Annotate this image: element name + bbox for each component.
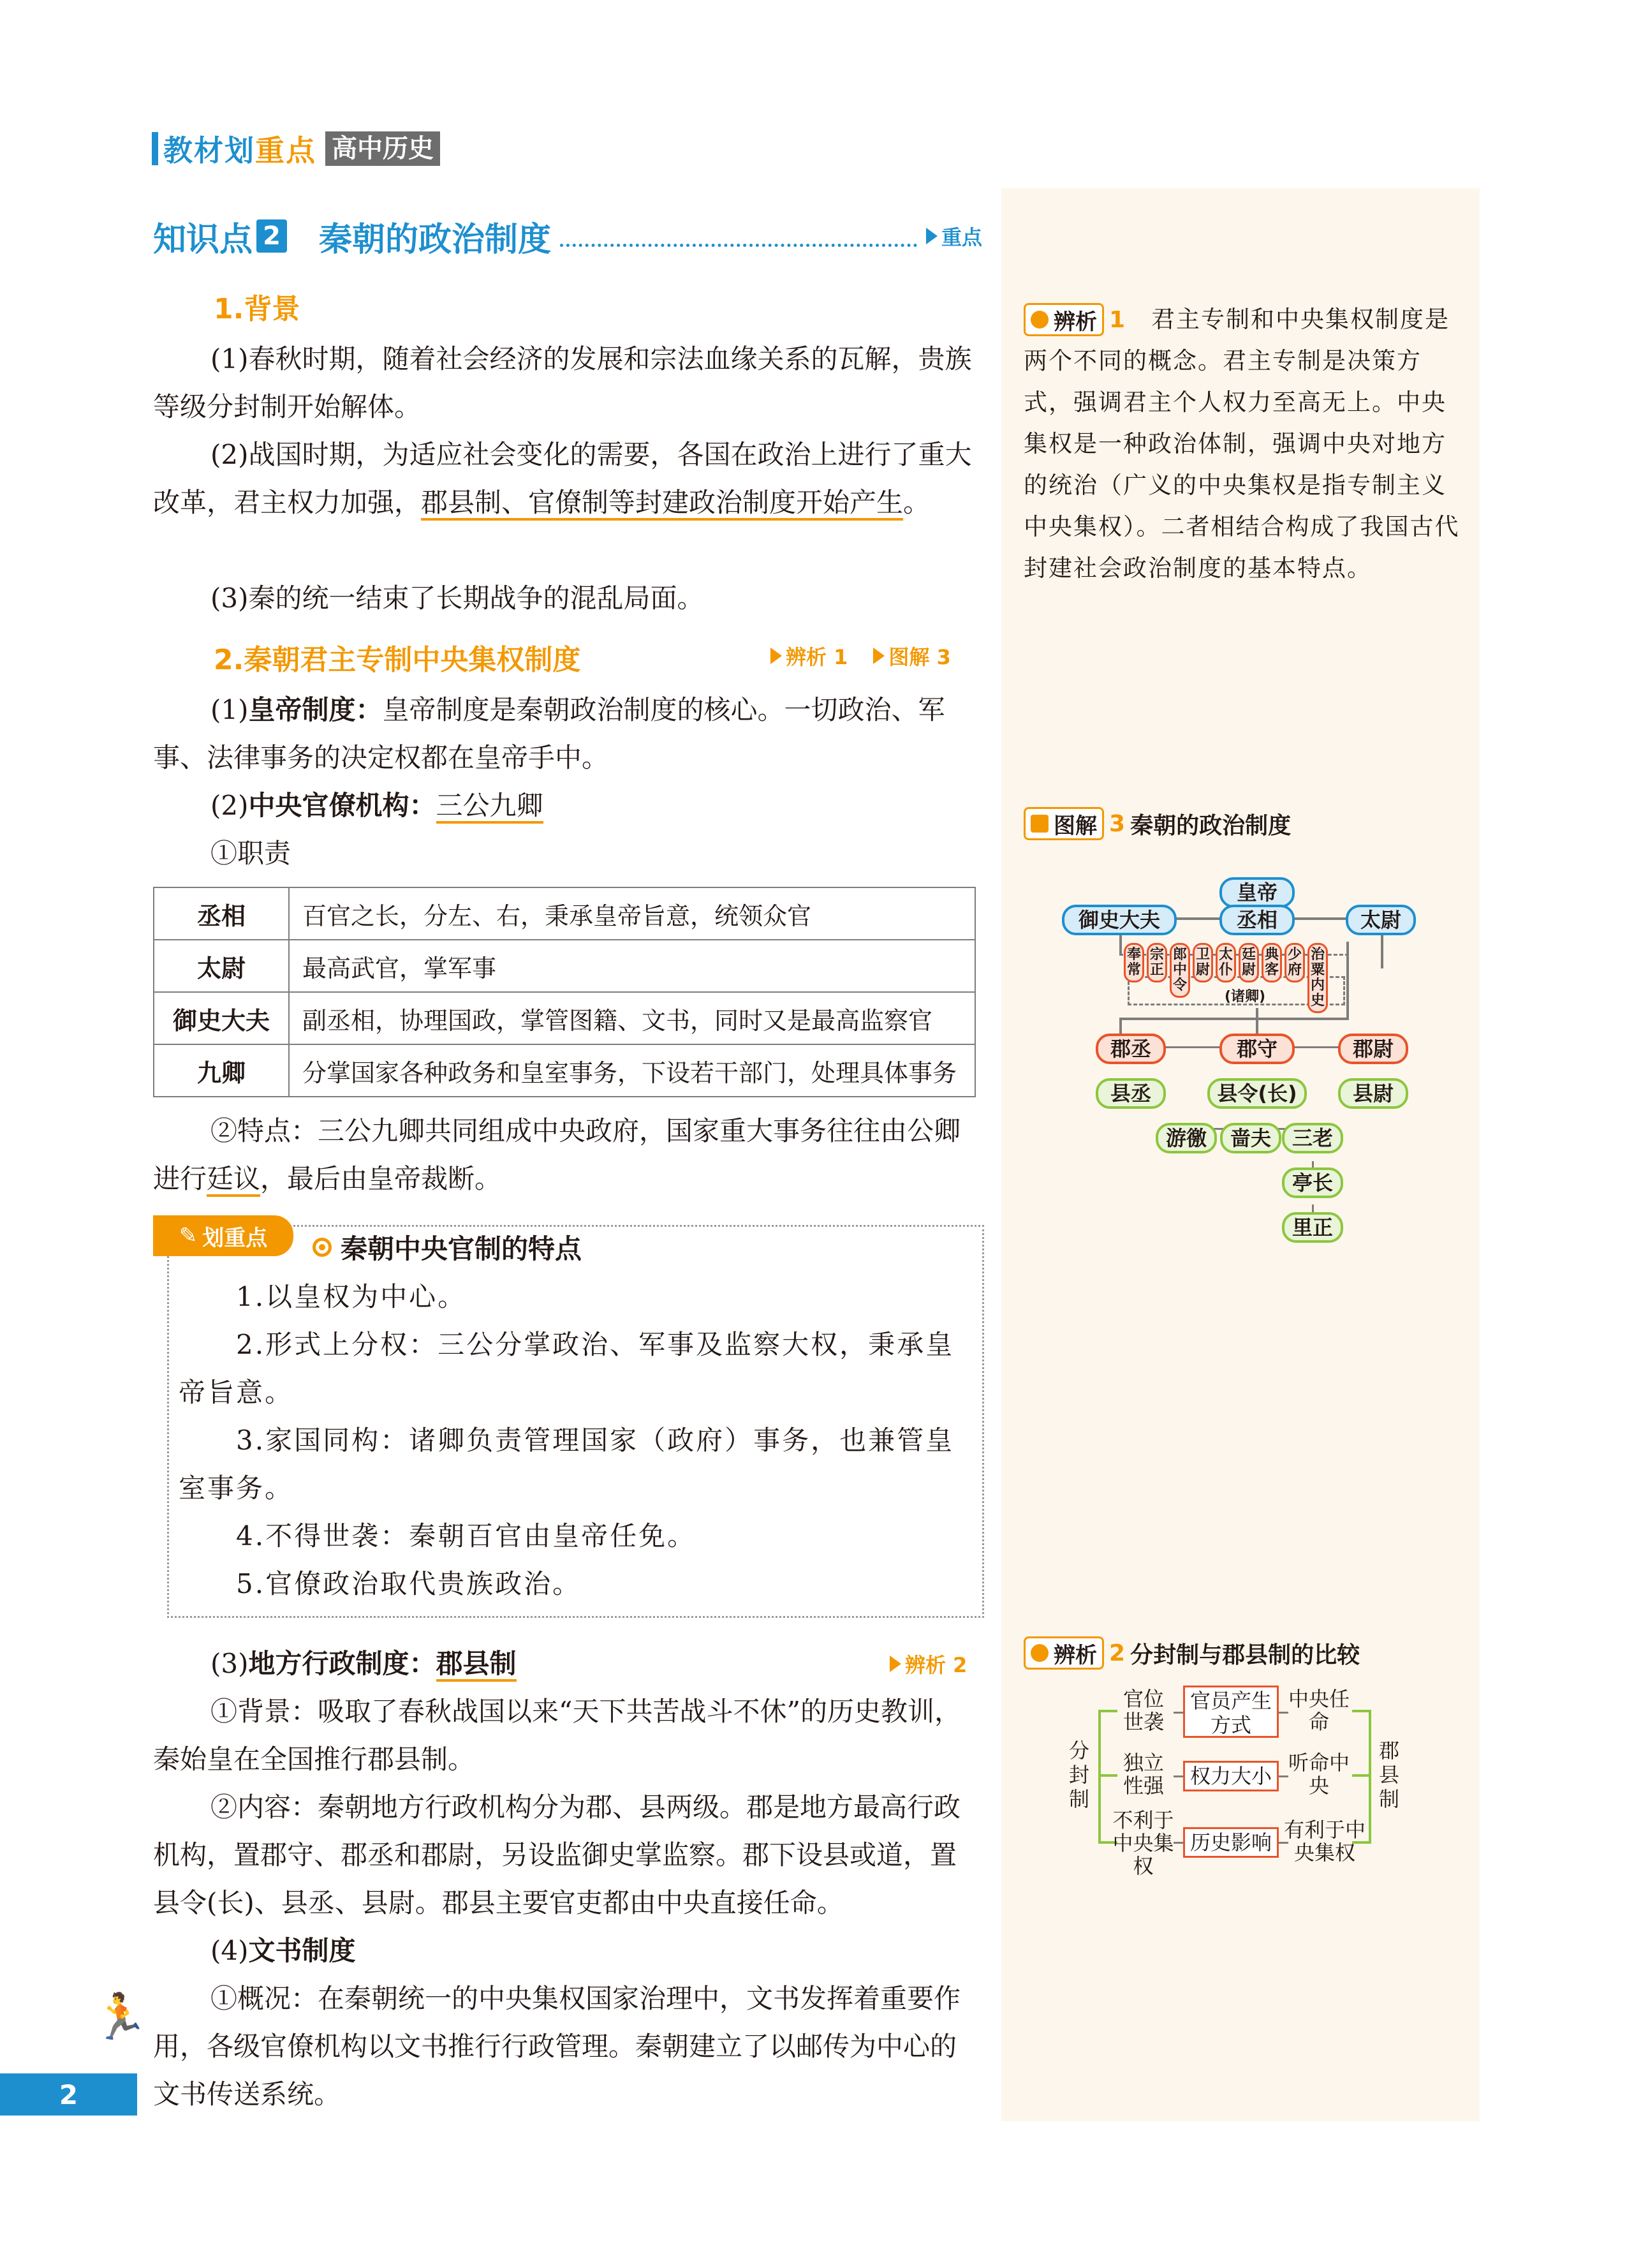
table-row [154, 992, 975, 1044]
highlight-item: 1.以皇权为中心。 [236, 1281, 467, 1312]
compare-left-cell: 独立性强 [1123, 1751, 1164, 1798]
local-content-paragraph: ②内容：秦朝地方行政机构分为郡、县两级。郡是地方最高行政机构，置郡守、郡丞和郡尉，另设监御史掌监察。郡下设县或道，置县令(长)、县丞、县尉。郡县主要官吏都由中央直接任命。 [153, 1791, 961, 1918]
table-row [154, 1044, 975, 1097]
section-system-heading: 2.秦朝君主专制中央集权制度 [214, 644, 581, 676]
section-background-heading: 1.背景 [214, 293, 300, 325]
figure-badge-label: 图解 [1054, 813, 1097, 839]
connector [1279, 1712, 1288, 1714]
table-value: 最高武官，掌军事 [289, 940, 975, 992]
analysis-1-text: 君主专制和中央集权制度是两个不同的概念。君主专制是决策方式，强调君主个人权力至高无上。中央集权是一种政治体制，强调中央对地方的统治（广义的中央集权是指专制主义中央集权）。二者相结合构成了我国古代封建社会政治制度的基本特点。 [1024, 306, 1460, 582]
figure-3-header [1024, 807, 1291, 840]
p-heading: 皇帝制度： [248, 694, 383, 725]
background-p2-end: 。 [903, 487, 931, 518]
brand-header [152, 131, 440, 167]
highlight-item: 2.形式上分权：三公分掌政治、军事及监察大权，秉承皇帝旨意。 [179, 1329, 955, 1408]
figure-number: 3 [1109, 810, 1126, 837]
local-background-paragraph: ①背景：吸取了春秋战国以来“天下共苦战斗不休”的历史教训，秦始皇在全国推行郡县制。 [153, 1696, 961, 1775]
brand-bar [152, 132, 158, 165]
highlight-item: 5.官僚政治取代贵族政治。 [236, 1568, 582, 1599]
background-p1: (1)春秋时期，随着社会经济的发展和宗法血缘关系的瓦解，贵族等级分封制开始解体。 [153, 343, 972, 422]
p-heading: 中央官僚机构： [248, 790, 436, 821]
background-p2-underlined: 郡县制、官僚制等封建政治制度开始产生 [421, 487, 903, 521]
background-p3: (3)秦的统一结束了长期战争的混乱局面。 [210, 582, 704, 614]
table-key: 九卿 [154, 1044, 289, 1097]
compare-center-cell: 历史影响 [1183, 1827, 1279, 1858]
background-p2-text: (2)战国时期，为适应社会变化的需要，各国在政治上进行了重大改革，君主权力加强， [153, 439, 972, 518]
compare-right-cell: 听命中央 [1288, 1751, 1350, 1798]
highlight-item: 3.家国同构：诸卿负责管理国家（政府）事务，也兼管皇室事务。 [179, 1425, 955, 1504]
p-heading: 地方行政制度： [248, 1648, 436, 1679]
connector [1174, 1842, 1183, 1844]
kp-number: 2 [256, 219, 287, 253]
org-node-taiwei: 太尉 [1346, 905, 1416, 935]
table-key: 太尉 [154, 940, 289, 992]
org-label-zhuqing: (诸卿) [1225, 989, 1266, 1005]
bracket-line [1369, 1710, 1371, 1844]
p-heading: 文书制度 [248, 1935, 356, 1966]
highlight-tag [153, 1215, 293, 1256]
p-text: ②特点：三公九卿共同组成中央政府，国家重大事务往往由公卿进行 [153, 1115, 961, 1194]
org-node-qing: 卫尉 [1193, 943, 1213, 982]
p-number: (1) [210, 694, 249, 725]
compare-left-cell: 不利于中央集权 [1112, 1808, 1174, 1878]
org-node-junshou: 郡守 [1219, 1034, 1295, 1064]
org-node-censor: 御史大夫 [1062, 905, 1177, 935]
tag-analysis-2[interactable]: 辨析 2 [905, 1653, 968, 1677]
org-node-qing: 治粟内史 [1307, 943, 1328, 1013]
table-value: 副丞相，协理国政，掌管图籍、文书，同时又是最高监察官 [289, 992, 975, 1044]
connector [1279, 1775, 1288, 1777]
diagram-icon [1031, 815, 1049, 833]
org-node-qing: 少府 [1285, 943, 1305, 982]
table-value: 分掌国家各种政务和皇室事务，下设若干部门，处理具体事务 [289, 1044, 975, 1097]
org-node-qing: 太仆 [1216, 943, 1236, 982]
emperor-system-paragraph [153, 686, 976, 782]
triangle-icon [926, 228, 938, 244]
highlight-title [313, 1228, 582, 1266]
org-node-junzheng: 郡丞 [1096, 1034, 1166, 1064]
p-underlined: 三公九卿 [436, 790, 543, 824]
org-node-xianling: 县令(长) [1207, 1078, 1307, 1109]
knowledge-point-title [153, 211, 982, 262]
analysis-badge [1024, 1636, 1104, 1670]
org-node-chancellor: 丞相 [1219, 905, 1295, 935]
page-number: 2 [0, 2073, 137, 2116]
org-node-youjiao: 游徼 [1156, 1123, 1217, 1153]
table-value: 百官之长，分左、右，秉承皇帝旨意，统领众官 [289, 887, 975, 940]
org-node-sanlao: 三老 [1282, 1123, 1343, 1153]
compare-center-cell: 官员产生方式 [1183, 1686, 1279, 1738]
bracket-line [1352, 1710, 1371, 1712]
p-underlined: 廷议 [207, 1163, 260, 1197]
document-system-heading [210, 1927, 356, 1975]
org-node-qing: 奉常 [1124, 943, 1144, 982]
table-key: 御史大夫 [154, 992, 289, 1044]
brand-name-b: 重点 [255, 133, 316, 168]
org-node-qing: 廷尉 [1239, 943, 1259, 982]
org-node-xianwei: 县尉 [1338, 1078, 1408, 1109]
figure-title: 秦朝的政治制度 [1130, 812, 1292, 839]
dotted-leader [560, 226, 917, 247]
section-tags [770, 641, 951, 671]
analysis-2-title: 分封制与郡县制的比较 [1130, 1642, 1360, 1668]
connector [1174, 1712, 1183, 1714]
compare-right-cell: 中央任命 [1288, 1687, 1350, 1734]
compare-center-cell: 权力大小 [1183, 1761, 1279, 1791]
table-row [154, 940, 975, 992]
org-node-emperor: 皇帝 [1219, 877, 1295, 908]
compare-left-label: 分封制 [1068, 1738, 1089, 1811]
p-text: 皇帝制度是秦朝政治制度的核心。一切政治、军事、法律事务的决定权都在皇帝手中。 [153, 694, 945, 773]
tag-analysis-1[interactable]: 辨析 1 [786, 645, 848, 669]
subject-label: 高中历史 [325, 131, 440, 166]
bracket-line [1098, 1710, 1101, 1844]
org-node-xiancheng: 县丞 [1096, 1078, 1166, 1109]
org-node-qing: 郎中令 [1170, 943, 1190, 998]
compare-right-cell: 有利于中央集权 [1283, 1818, 1366, 1865]
p-number: (3) [210, 1648, 249, 1679]
org-node-lizheng: 里正 [1282, 1212, 1343, 1243]
triangle-icon [890, 1656, 901, 1672]
connector [1119, 1018, 1349, 1020]
analysis-number: 1 [1109, 306, 1126, 333]
duties-label: ①职责 [210, 838, 291, 869]
compare-left-cell: 官位世袭 [1123, 1687, 1164, 1734]
analysis-badge-label: 辨析 [1054, 309, 1097, 335]
analysis-icon [1031, 1644, 1049, 1662]
org-node-junwei: 郡尉 [1338, 1034, 1408, 1064]
analysis-badge-label: 辨析 [1054, 1642, 1097, 1668]
table-row [154, 887, 975, 940]
highlight-title-text: 秦朝中央官制的特点 [341, 1233, 582, 1264]
highlight-item: 4.不得世袭：秦朝百官由皇帝任免。 [236, 1520, 696, 1552]
kp-title-text: 秦朝的政治制度 [319, 220, 552, 259]
features-paragraph [153, 1107, 976, 1203]
p-text-end: ，最后由皇帝裁断。 [260, 1163, 502, 1194]
compare-right-label: 郡县制 [1378, 1738, 1399, 1811]
pencil-icon: ✎ [179, 1223, 198, 1249]
table-key: 丞相 [154, 887, 289, 940]
triangle-icon [873, 648, 885, 664]
runner-icon: 🏃 [92, 1990, 149, 2043]
duties-table [153, 887, 976, 1097]
org-node-tingzhang: 亭长 [1282, 1167, 1343, 1198]
document-system-paragraph: ①概况：在秦朝统一的中央集权国家治理中，文书发挥着重要作用，各级官僚机构以文书推行行政管理。秦朝建立了以邮传为中心的文书传送系统。 [153, 1983, 961, 2110]
bracket-line [1352, 1774, 1371, 1777]
analysis-number: 2 [1109, 1640, 1126, 1666]
p-number: (4) [210, 1935, 249, 1966]
local-tag [890, 1649, 967, 1679]
analysis-2-header [1024, 1636, 1360, 1670]
figure-badge [1024, 807, 1104, 840]
highlight-tag-label: 划重点 [202, 1225, 268, 1251]
kp-label: 知识点 [153, 220, 253, 259]
key-point-tag: 重点 [941, 225, 982, 249]
connector [1174, 1775, 1183, 1777]
p-number: (2) [210, 790, 249, 821]
org-node-qing: 宗正 [1147, 943, 1167, 982]
triangle-icon [770, 648, 782, 664]
central-bureaucracy-paragraph [153, 782, 976, 829]
background-p2 [153, 431, 976, 526]
org-node-sefu: 啬夫 [1220, 1123, 1281, 1153]
p-underlined: 郡县制 [436, 1648, 517, 1682]
brand-name-a: 教材划 [163, 133, 255, 168]
local-admin-heading [210, 1640, 517, 1687]
tag-diagram-3[interactable]: 图解 3 [888, 645, 951, 669]
connector [1279, 1842, 1288, 1844]
target-icon [313, 1238, 332, 1257]
org-node-qing: 典客 [1262, 943, 1282, 982]
